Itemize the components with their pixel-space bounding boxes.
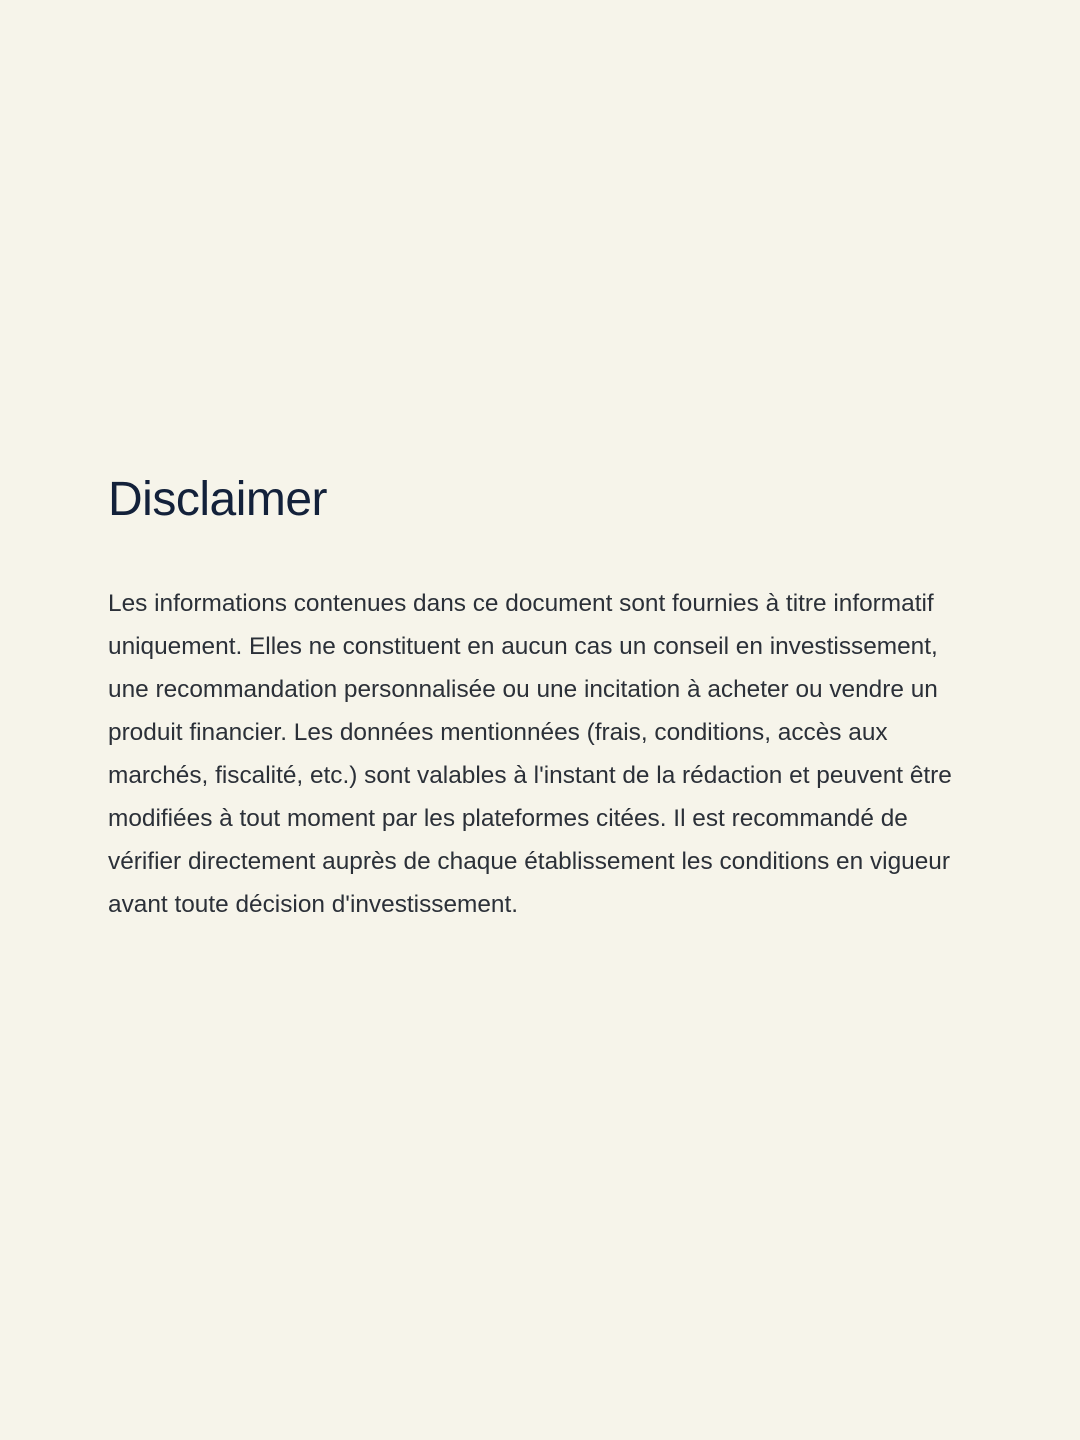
disclaimer-section — [108, 470, 968, 926]
disclaimer-title: Disclaimer — [108, 473, 328, 526]
disclaimer-body: Les informations contenues dans ce document sont fournies à titre informatif uniquement. Elles ne constituent en aucun cas un conseil en investissement, une recommandation personnalisée ou une incitation à acheter ou vendre un produit financier. Les données mentionnées (frais, conditions, accès aux marchés, fiscalité, etc.) sont valables à l'instant de la rédaction et peuvent être modifiées à tout moment par les plateformes citées. Il est recommandé de vérifier directement auprès de chaque établissement les conditions en vigueur avant toute décision d'investissement. — [108, 590, 952, 918]
